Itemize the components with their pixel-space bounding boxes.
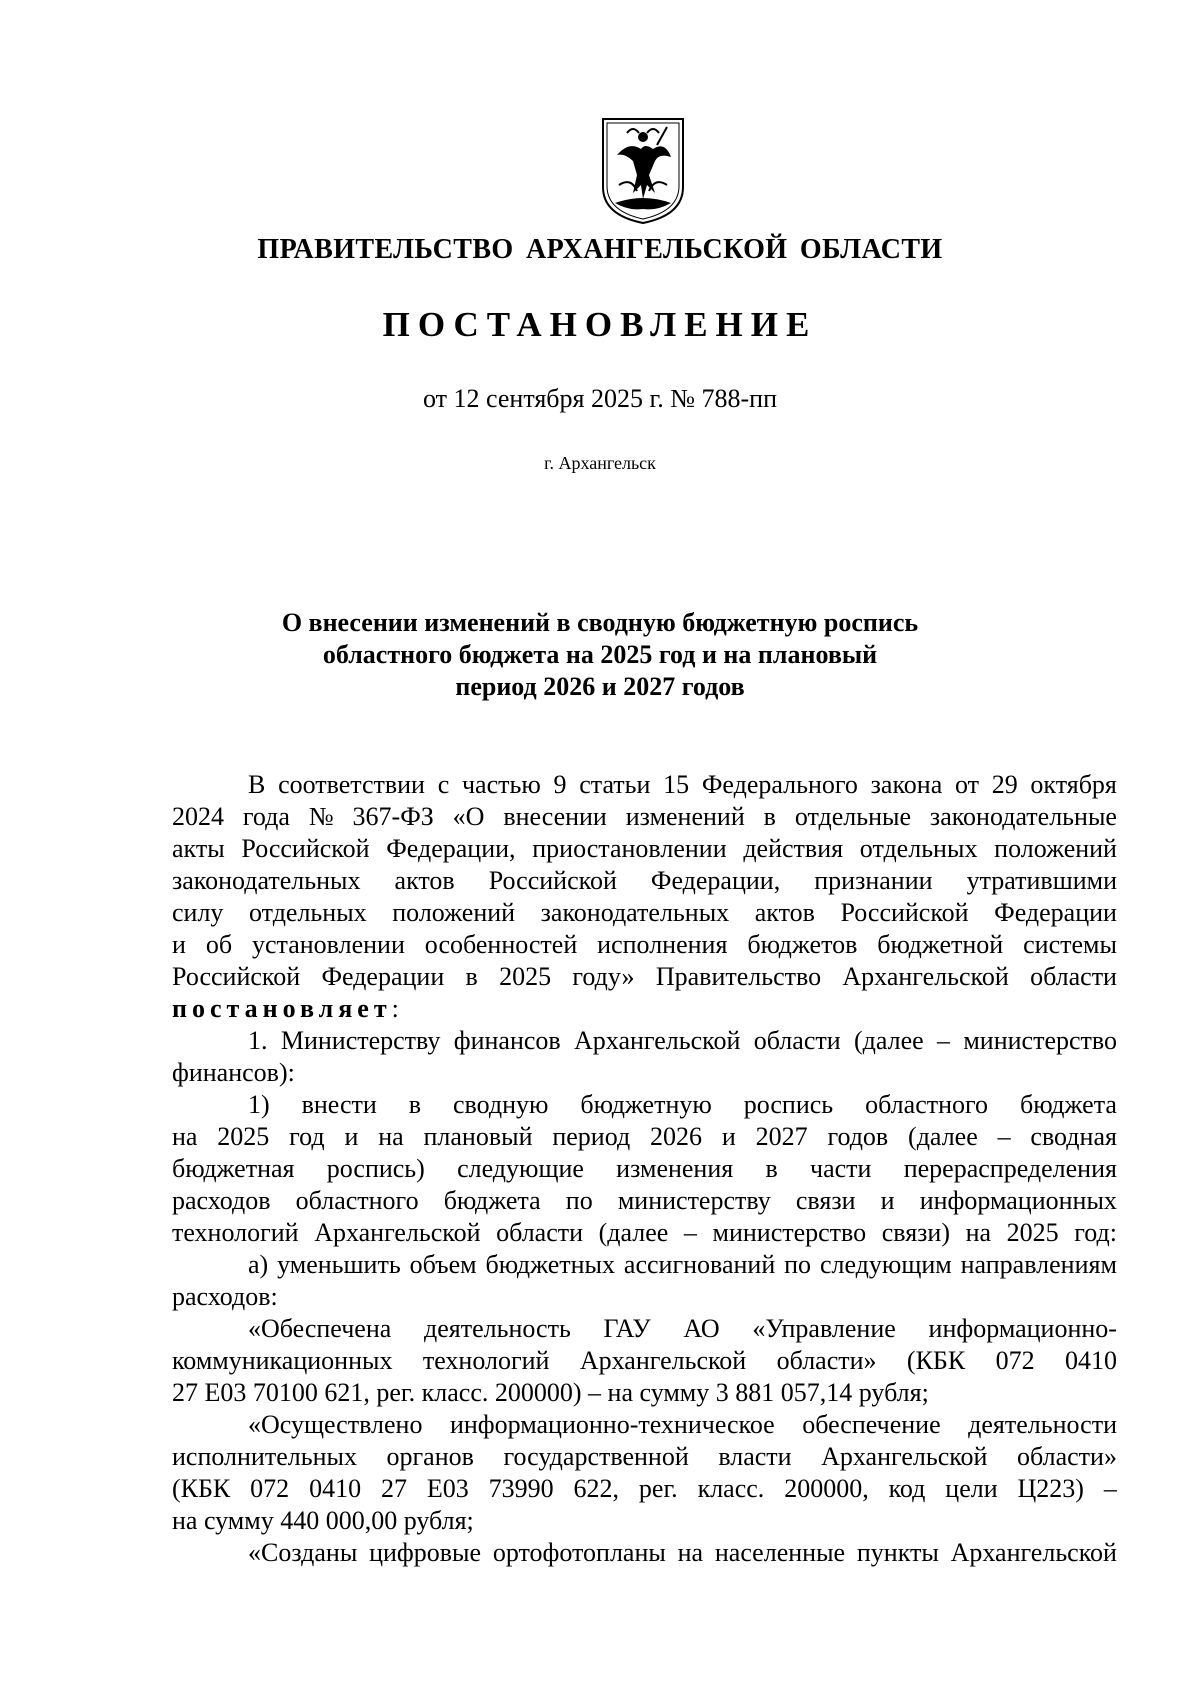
- word: ассигнований: [623, 1250, 776, 1279]
- word: Архангельской: [821, 1442, 988, 1471]
- word: (далее: [853, 1026, 924, 1055]
- word: актов: [754, 898, 815, 927]
- word: №: [308, 802, 334, 831]
- word: информационных: [919, 1186, 1117, 1215]
- word: В: [248, 770, 266, 799]
- body-line: [172, 801, 1117, 833]
- word: сводная: [1030, 1122, 1117, 1151]
- word: «Созданы: [248, 1538, 358, 1567]
- word: бюджетную: [580, 1090, 712, 1119]
- word: статьи: [579, 770, 651, 799]
- word: 2025: [217, 1122, 270, 1151]
- word: и: [880, 1186, 895, 1215]
- body-line: [172, 1409, 1117, 1441]
- word: следующим: [819, 1250, 952, 1279]
- body-line: [172, 769, 1117, 801]
- word: области: [753, 1026, 841, 1055]
- word: Российской: [172, 962, 301, 991]
- word: роспись: [743, 1090, 834, 1119]
- word: Архангельской: [314, 1218, 481, 1247]
- word: в: [465, 962, 478, 991]
- word: направлениям: [960, 1250, 1117, 1279]
- word: Федерации: [321, 962, 445, 991]
- word: на: [965, 1218, 992, 1247]
- word: соответствии: [278, 770, 425, 799]
- word: министерство: [963, 1026, 1117, 1055]
- word: областного: [865, 1090, 989, 1119]
- word: Е03: [426, 1474, 469, 1503]
- body-line: [172, 1217, 1117, 1249]
- word: Федерации,: [650, 866, 781, 895]
- word: с: [437, 770, 450, 799]
- word: утратившими: [966, 866, 1117, 895]
- body-line: [172, 1537, 1117, 1569]
- word: бюджетов: [747, 930, 858, 959]
- body-line: [172, 865, 1117, 897]
- word: (КБК: [172, 1474, 231, 1503]
- body-line: финансов):: [172, 1058, 295, 1087]
- word: роспись): [326, 1154, 425, 1183]
- word: класс.: [697, 1474, 765, 1503]
- word: 1): [248, 1090, 270, 1119]
- word: от: [954, 770, 979, 799]
- word: на: [172, 1122, 198, 1151]
- word: Федерации,: [386, 834, 516, 863]
- word: год: [289, 1122, 325, 1151]
- word: информационно-: [928, 1314, 1117, 1343]
- word: в: [763, 802, 776, 831]
- word: Министерству: [280, 1026, 441, 1055]
- word: год:: [1074, 1218, 1117, 1247]
- word: 2025: [499, 962, 552, 991]
- word: –: [937, 1026, 951, 1055]
- word: технологий: [172, 1218, 299, 1247]
- body-line: [172, 1249, 1117, 1281]
- word: 072: [250, 1474, 290, 1503]
- body-line: расходов:: [172, 1282, 278, 1311]
- word: бюджетной: [877, 930, 1004, 959]
- word: а): [248, 1250, 269, 1279]
- body-line: [172, 1089, 1117, 1121]
- word: (далее: [598, 1218, 669, 1247]
- word: актов: [394, 866, 455, 895]
- document-city: г. Архангельск: [544, 453, 656, 473]
- body-line: [172, 1313, 1117, 1345]
- subject-line: областного бюджета на 2025 год и на плановый: [322, 640, 878, 669]
- word: частью: [461, 770, 541, 799]
- word: году»: [572, 962, 635, 991]
- word: 1.: [248, 1026, 268, 1055]
- subject-line: О внесении изменений в сводную бюджетную роспись: [281, 608, 919, 637]
- word: области»: [1017, 1442, 1117, 1471]
- word: об: [205, 930, 233, 959]
- word: цели: [945, 1474, 998, 1503]
- word: на: [677, 1538, 704, 1567]
- word: закона: [870, 770, 943, 799]
- word: и: [344, 1122, 359, 1151]
- word: года: [242, 802, 290, 831]
- word: Правительство: [655, 962, 822, 991]
- body-line: [172, 1473, 1117, 1505]
- word: финансов: [453, 1026, 561, 1055]
- word: населенные: [714, 1538, 846, 1567]
- word: бюджетная: [172, 1154, 295, 1183]
- body-line: [172, 897, 1117, 929]
- word: 367-ФЗ: [352, 802, 434, 831]
- word: признании: [814, 866, 933, 895]
- resolves-word: постановляет: [172, 994, 392, 1023]
- body-line: [172, 1153, 1117, 1185]
- word: установлении: [252, 930, 405, 959]
- word: законодательных: [172, 866, 361, 895]
- word: министерству: [617, 1186, 771, 1215]
- word: области: [1030, 962, 1117, 991]
- word: 2025: [1006, 1218, 1059, 1247]
- word: Федерации: [994, 898, 1117, 927]
- word: плановый: [423, 1122, 533, 1151]
- word: Архангельской: [579, 1346, 747, 1375]
- word: расходов: [172, 1186, 271, 1215]
- word: части: [810, 1154, 872, 1183]
- word: 072: [995, 1346, 1035, 1375]
- word: (далее: [908, 1122, 978, 1151]
- word: областного: [295, 1186, 419, 1215]
- word: деятельности: [968, 1410, 1117, 1439]
- word: коммуникационных: [172, 1346, 393, 1375]
- word: по: [565, 1186, 593, 1215]
- word: Ц223): [1017, 1474, 1084, 1503]
- word: АО: [683, 1314, 720, 1343]
- word: изменений: [625, 802, 745, 831]
- document-type: ПОСТАНОВЛЕНИЕ: [382, 305, 818, 344]
- word: «О: [452, 802, 485, 831]
- word: –: [997, 1122, 1011, 1151]
- word: «Управление: [752, 1314, 896, 1343]
- body-line: [172, 1345, 1117, 1377]
- word: особенностей: [424, 930, 578, 959]
- word: положений: [392, 898, 516, 927]
- word: приостановлении: [532, 834, 727, 863]
- body-line: [172, 1185, 1117, 1217]
- word: исполнительных: [172, 1442, 357, 1471]
- word: 9: [553, 770, 567, 799]
- body-line: [172, 929, 1117, 961]
- word: Российской: [488, 866, 617, 895]
- word: бюджета: [1019, 1090, 1117, 1119]
- word: код: [888, 1474, 926, 1503]
- word: связи: [795, 1186, 856, 1215]
- word: «Обеспечена: [248, 1314, 392, 1343]
- body-line: [172, 1025, 1117, 1057]
- word: 73990: [488, 1474, 554, 1503]
- word: области»: [776, 1346, 877, 1375]
- body-line: 27 Е03 70100 621, рег. класс. 200000) – на сумму 3 881 057,14 рубля;: [172, 1378, 929, 1407]
- word: Федерального: [701, 770, 858, 799]
- word: перераспределения: [903, 1154, 1117, 1183]
- word: деятельность: [424, 1314, 571, 1343]
- word: пункты: [856, 1538, 939, 1567]
- word: октября: [1030, 770, 1117, 799]
- word: 0410: [1064, 1346, 1117, 1375]
- word: –: [1103, 1474, 1117, 1503]
- word: следующие: [457, 1154, 584, 1183]
- body-line: [172, 1121, 1117, 1153]
- word: законодательные: [929, 802, 1117, 831]
- word: 2024: [172, 802, 224, 831]
- word: в: [765, 1154, 778, 1183]
- word: бюджета: [443, 1186, 541, 1215]
- subject-line: период 2026 и 2027 годов: [455, 672, 745, 701]
- word: власти: [718, 1442, 792, 1471]
- word: информационно-техническое: [449, 1410, 775, 1439]
- word: внести: [301, 1090, 377, 1119]
- word: Архангельской: [842, 962, 1009, 991]
- word: связи): [881, 1218, 950, 1247]
- word: акты: [172, 834, 225, 863]
- word: 27: [380, 1474, 407, 1503]
- word: 15: [663, 770, 690, 799]
- word: Архангельской: [950, 1538, 1117, 1567]
- word: министерство: [712, 1218, 867, 1247]
- body-line: [172, 961, 1117, 993]
- word: –: [683, 1218, 697, 1247]
- word: отдельных: [249, 898, 367, 927]
- word: исполнения: [597, 930, 728, 959]
- word: изменения: [616, 1154, 734, 1183]
- resolves-colon: :: [391, 994, 399, 1023]
- word: 2027: [755, 1122, 808, 1151]
- word: сводную: [452, 1090, 549, 1119]
- word: период: [552, 1122, 631, 1151]
- word: отдельных: [859, 834, 978, 863]
- word: технологий: [422, 1346, 550, 1375]
- document-subject: [200, 607, 1000, 703]
- word: органов: [386, 1442, 474, 1471]
- word: и: [721, 1122, 736, 1151]
- word: ГАУ: [603, 1314, 651, 1343]
- word: действия: [743, 834, 844, 863]
- word: бюджетных: [485, 1250, 615, 1279]
- word: Российской: [840, 898, 969, 927]
- coat-of-arms-icon: [597, 115, 689, 227]
- word: обеспечение: [802, 1410, 941, 1439]
- word: 2026: [650, 1122, 703, 1151]
- word: «Осуществлено: [248, 1410, 423, 1439]
- word: и: [172, 930, 186, 959]
- word: области: [496, 1218, 584, 1247]
- word: отдельные: [794, 802, 912, 831]
- word: силу: [172, 898, 224, 927]
- word: уменьшить: [277, 1250, 401, 1279]
- word: 622,: [573, 1474, 620, 1503]
- word: 29: [991, 770, 1018, 799]
- word: (КБК: [906, 1346, 966, 1375]
- word: Архангельской: [574, 1026, 741, 1055]
- word: законодательных: [540, 898, 730, 927]
- body-line: [172, 1441, 1117, 1473]
- body-line: [172, 993, 1117, 1025]
- word: объем: [409, 1250, 477, 1279]
- word: в: [408, 1090, 422, 1119]
- document-date-number: от 12 сентября 2025 г. № 788-пп: [422, 384, 778, 413]
- word: годов: [827, 1122, 889, 1151]
- word: положений: [994, 834, 1117, 863]
- body-line: [172, 833, 1117, 865]
- word: на: [378, 1122, 404, 1151]
- word: по: [784, 1250, 812, 1279]
- word: государственной: [503, 1442, 689, 1471]
- word: рег.: [638, 1474, 678, 1503]
- word: Российской: [241, 834, 370, 863]
- word: ортофотопланы: [492, 1538, 666, 1567]
- word: системы: [1023, 930, 1117, 959]
- organization-title: ПРАВИТЕЛЬСТВО АРХАНГЕЛЬСКОЙ ОБЛАСТИ: [257, 234, 943, 265]
- word: внесении: [503, 802, 607, 831]
- document-body: [172, 769, 1117, 1569]
- word: цифровые: [369, 1538, 482, 1567]
- word: 200000,: [784, 1474, 869, 1503]
- word: 0410: [309, 1474, 362, 1503]
- body-line: на сумму 440 000,00 рубля;: [172, 1506, 474, 1535]
